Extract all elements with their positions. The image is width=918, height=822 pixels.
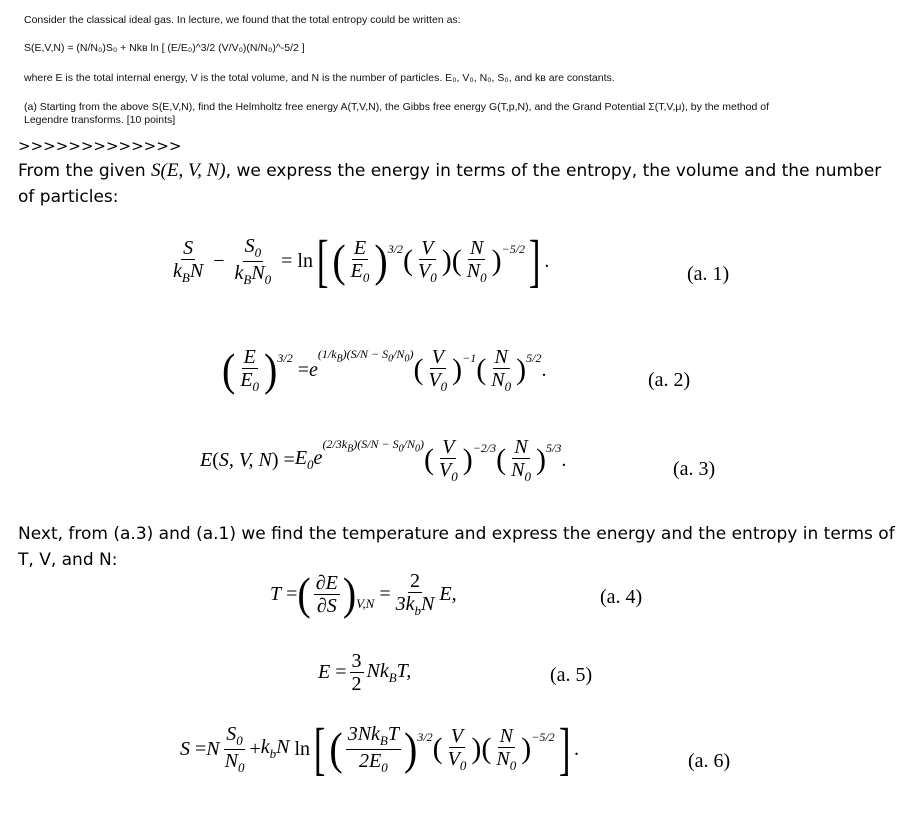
equation-a1-tag: (a. 1) bbox=[687, 263, 730, 285]
part-a-question: (a) Starting from the above S(E,V,N), find the Helmholtz free energy A(T,V,N), the Gibbs free energy G(T,p,N), and the Grand Potential Σ(T,V,μ), by the method of bbox=[24, 101, 769, 113]
equation-a6: S = N $\frac{S_0}{N_0}$ + $k_bN$ ln [ ( $\frac{3Nk_BT}{2E_0}$ ) $^{3/2}$ ( $\frac{V}{V_0}$ ) ( $\frac{N}{N_0}$ ) $^{-5/2}$ ] . bbox=[180, 716, 579, 781]
equation-a1: $\frac{S}{k_BN}$ − $\frac{S_0}{k_BN_0}$ = ln [ ( $\frac{E}{E_0}$ ) $^{3/2}$ ( $\frac{V}{V_0}$ ) ( $\frac{N}{N_0}$ ) $^{-5/2}$ ] . bbox=[173, 228, 550, 293]
solution-paragraph-1-cont: of particles: bbox=[18, 187, 119, 207]
para1-prefix: From the given bbox=[18, 161, 152, 181]
solution-paragraph-2-cont: T, V, and N: bbox=[18, 550, 118, 570]
equation-a4: T = ( $\frac{\partial E}{\partial S}$ ) $_{V,N}$ = $\frac{2}{3k_bN}$ E, bbox=[270, 567, 457, 620]
equation-a2: ( $\frac{E}{E_0}$ ) $^{3/2}$ = e $^{(1/k_B )(S/N - S_0 /N_0 )}$ ( $\frac{V}{V_0}$ ) $^{-1}$ ( $\frac{N}{N_0}$ ) $^{5/2}$ . bbox=[222, 343, 547, 396]
solution-paragraph-1 bbox=[18, 158, 881, 184]
equation-a3: E ( S, V, N ) = $E_0e$ $^{(2/3k_B )(S/N - S_0 /N_0 )}$ ( $\frac{V}{V_0}$ ) $^{-2/3}$ ( $\frac{N}{N_0}$ ) $^{5/3}$ . bbox=[200, 436, 567, 484]
para1-suffix: , we express the energy in terms of the entropy, the volume and the number bbox=[225, 161, 882, 181]
equation-a6-tag: (a. 6) bbox=[688, 750, 731, 772]
equation-a2-tag: (a. 2) bbox=[648, 369, 691, 391]
problem-intro: Consider the classical ideal gas. In lecture, we found that the total entropy could be written as: bbox=[24, 14, 461, 26]
solution-paragraph-2: Next, from (a.3) and (a.1) we find the temperature and express the energy and the entropy in terms of bbox=[18, 524, 895, 544]
equation-a5-tag: (a. 5) bbox=[550, 664, 593, 686]
equation-a4-tag: (a. 4) bbox=[600, 586, 643, 608]
part-a-question-cont: Legendre transforms. [10 points] bbox=[24, 114, 176, 126]
solution-marker: >>>>>>>>>>>>> bbox=[18, 137, 182, 155]
entropy-formula: S(E,V,N) = (N/N₀)S₀ + Nkʙ ln [ (E/E₀)^3/2 (V/V₀)(N/N₀)^-5/2 ] bbox=[24, 42, 305, 54]
variable-definitions: where E is the total internal energy, V is the total volume, and N is the number of particles. E₀, V₀, N₀, S₀, and kʙ are constants. bbox=[24, 72, 615, 84]
para1-math: S(E, V, N) bbox=[151, 160, 226, 181]
equation-a3-tag: (a. 3) bbox=[673, 458, 716, 480]
equation-a5: E = $\frac{3}{2}$ $Nk_BT$, bbox=[318, 650, 412, 695]
